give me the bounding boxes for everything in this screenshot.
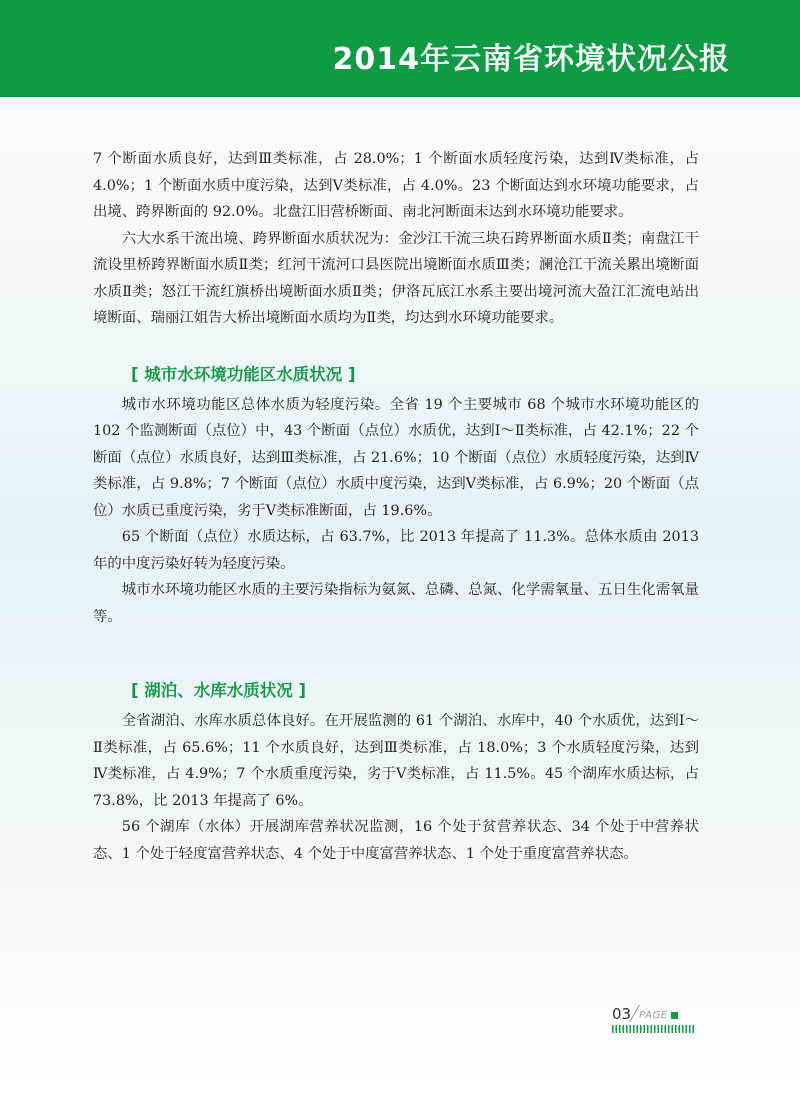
paragraph: 全省湖泊、水库水质总体良好。在开展监测的 61 个湖泊、水库中，40 个水质优，达到Ⅰ～Ⅱ类标准，占 65.6%；11 个水质良好，达到Ⅲ类标准，占 18.0%；3 个水质轻度污染，达到Ⅳ类标准，占 4.9%；7 个水质重度污染，劣于Ⅴ类标准，占 11.5%。45 个湖库水质达标，占 73.8%，比 2013 年提高了 6%。: [93, 713, 699, 809]
header-banner: [0, 0, 800, 97]
paragraph: 城市水环境功能区水质的主要污染指标为氨氮、总磷、总氮、化学需氧量、五日生化需氧量等。: [93, 582, 699, 625]
report-title: 2014年云南省环境状况公报: [332, 42, 730, 77]
green-square-icon: [671, 1012, 678, 1019]
page-label: PAGE: [639, 1010, 668, 1021]
paragraph: 城市水环境功能区总体水质为轻度污染。全省 19 个主要城市 68 个城市水环境功能区的 102 个监测断面（点位）中，43 个断面（点位）水质优，达到Ⅰ～Ⅱ类标准，占 42.1%；22 个断面（点位）水质良好，达到Ⅲ类标准，占 21.6%；10 个断面（点位）水质轻度污染，达到Ⅳ类标准，占 9.8%；7 个断面（点位）水质中度污染，达到Ⅴ类标准，占 6.9%；20 个断面（点位）水质已重度污染，劣于Ⅴ类标准断面，占 19.6%。: [93, 396, 699, 519]
paragraph: 65 个断面（点位）水质达标，占 63.7%，比 2013 年提高了 11.3%。总体水质由 2013 年的中度污染好转为轻度污染。: [93, 529, 699, 572]
paragraph: 六大水系干流出境、跨界断面水质状况为：金沙江干流三块石跨界断面水质Ⅱ类；南盘江干流设里桥跨界断面水质Ⅱ类；红河干流河口县医院出境断面水质Ⅲ类；澜沧江干流关累出境断面水质Ⅱ类；怒江干流红旗桥出境断面水质Ⅱ类；伊洛瓦底江水系主要出境河流大盈江汇流电站出境断面、瑞丽江姐告大桥出境断面水质均为Ⅱ类，均达到水环境功能要求。: [93, 230, 699, 326]
striped-bar-decoration: [612, 1025, 696, 1033]
page-footer: [612, 1002, 702, 1033]
section-heading-urban-water: [ 城市水环境功能区水质状况 ]: [131, 364, 356, 384]
section-heading-lakes-reservoirs: [ 湖泊、水库水质状况 ]: [131, 681, 307, 700]
main-content: [93, 146, 699, 867]
paragraph: 7 个断面水质良好，达到Ⅲ类标准，占 28.0%；1 个断面水质轻度污染，达到Ⅳ类标准，占 4.0%；1 个断面水质中度污染，达到Ⅴ类标准，占 4.0%。23 个断面达到水环境功能要求，占出境、跨界断面的 92.0%。北盘江旧营桥断面、南北河断面未达到水环境功能要求。: [93, 151, 699, 220]
paragraph: 56 个湖库（水体）开展湖库营养状况监测，16 个处于贫营养状态、34 个处于中营养状态、1 个处于轻度富营养状态、4 个处于中度富营养状态、1 个处于重度富营养状态。: [93, 819, 699, 862]
page-number: 03: [612, 1005, 632, 1023]
